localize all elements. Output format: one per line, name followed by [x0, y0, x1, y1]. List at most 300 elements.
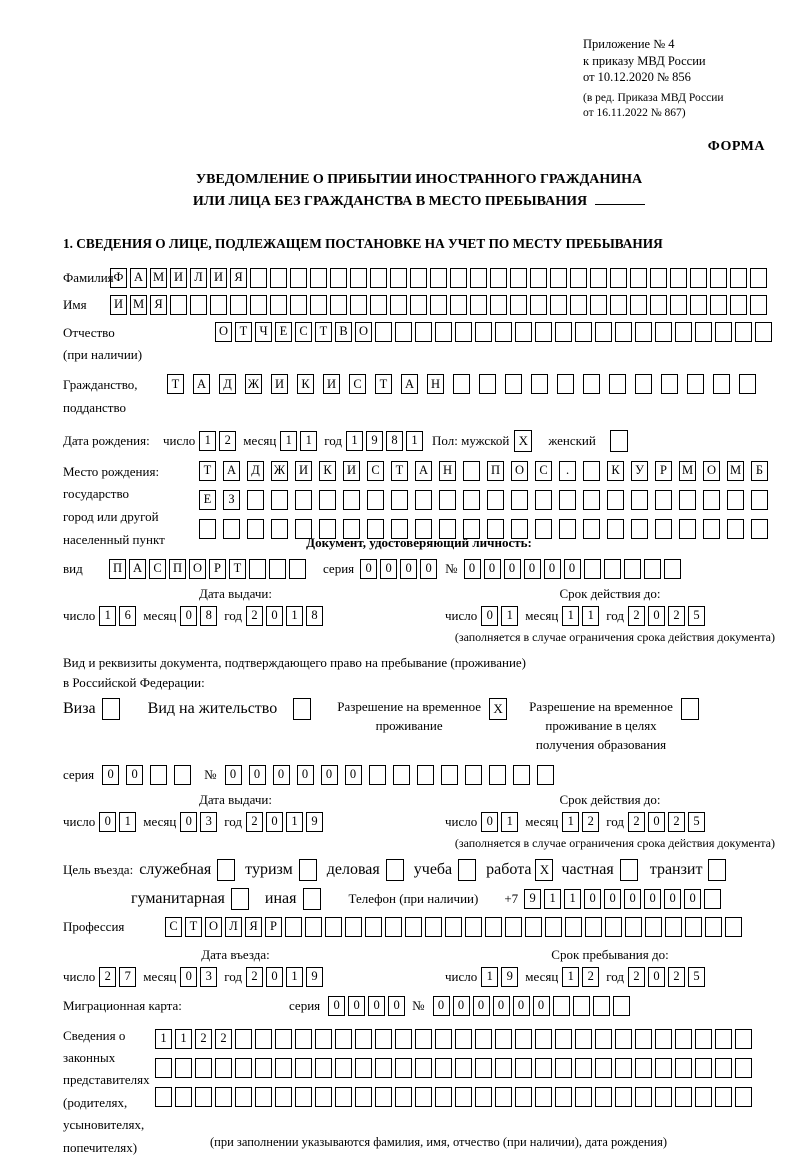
purpose-business-checkbox[interactable] [217, 859, 235, 881]
form-cell[interactable] [479, 374, 496, 394]
form-cell[interactable] [415, 1087, 432, 1107]
form-cell[interactable] [249, 559, 266, 579]
form-cell[interactable]: Т [167, 374, 184, 394]
form-cell[interactable] [593, 996, 610, 1016]
form-cell[interactable] [385, 917, 402, 937]
form-cell[interactable] [450, 268, 467, 288]
form-cell[interactable]: 2 [219, 431, 236, 451]
form-cell[interactable] [495, 322, 512, 342]
form-cell[interactable]: 0 [266, 967, 283, 987]
form-cell[interactable]: 0 [420, 559, 437, 579]
form-cell[interactable]: 5 [688, 812, 705, 832]
form-cell[interactable] [665, 917, 682, 937]
form-cell[interactable]: 1 [564, 889, 581, 909]
form-cell[interactable]: 2 [668, 967, 685, 987]
form-cell[interactable]: О [511, 461, 528, 481]
form-cell[interactable]: С [165, 917, 182, 937]
form-cell[interactable] [289, 559, 306, 579]
form-cell[interactable]: 1 [286, 812, 303, 832]
form-cell[interactable] [555, 1029, 572, 1049]
form-cell[interactable] [330, 295, 347, 315]
form-cell[interactable] [535, 1029, 552, 1049]
form-cell[interactable] [644, 559, 661, 579]
form-cell[interactable] [430, 295, 447, 315]
form-cell[interactable] [513, 765, 530, 785]
form-cell[interactable] [631, 490, 648, 510]
form-cell[interactable] [410, 295, 427, 315]
form-cell[interactable] [679, 490, 696, 510]
form-cell[interactable] [755, 322, 772, 342]
form-cell[interactable] [727, 490, 744, 510]
form-cell[interactable]: 0 [126, 765, 143, 785]
form-cell[interactable] [174, 765, 191, 785]
form-cell[interactable] [515, 322, 532, 342]
form-cell[interactable] [295, 1029, 312, 1049]
form-cell[interactable] [375, 1087, 392, 1107]
form-cell[interactable] [290, 268, 307, 288]
form-cell[interactable] [485, 917, 502, 937]
form-cell[interactable] [585, 917, 602, 937]
form-cell[interactable] [631, 519, 648, 539]
form-cell[interactable]: 3 [200, 967, 217, 987]
form-cell[interactable] [635, 374, 652, 394]
form-cell[interactable] [275, 1029, 292, 1049]
form-cell[interactable] [295, 490, 312, 510]
form-cell[interactable]: 0 [180, 812, 197, 832]
form-cell[interactable] [223, 519, 240, 539]
form-cell[interactable]: 2 [628, 606, 645, 626]
form-cell[interactable] [271, 519, 288, 539]
form-cell[interactable] [650, 295, 667, 315]
title-blank-underline[interactable] [595, 192, 645, 205]
form-cell[interactable] [735, 1029, 752, 1049]
form-cell[interactable]: Л [190, 268, 207, 288]
form-cell[interactable] [510, 268, 527, 288]
form-cell[interactable]: Р [209, 559, 226, 579]
form-cell[interactable]: С [535, 461, 552, 481]
form-cell[interactable] [615, 322, 632, 342]
form-cell[interactable] [455, 322, 472, 342]
form-cell[interactable] [335, 1029, 352, 1049]
form-cell[interactable] [350, 268, 367, 288]
form-cell[interactable] [487, 490, 504, 510]
form-cell[interactable] [367, 490, 384, 510]
form-cell[interactable]: 0 [648, 606, 665, 626]
form-cell[interactable]: И [323, 374, 340, 394]
form-cell[interactable]: 0 [648, 812, 665, 832]
form-cell[interactable] [395, 1029, 412, 1049]
form-cell[interactable] [370, 268, 387, 288]
form-cell[interactable] [675, 322, 692, 342]
form-cell[interactable] [370, 295, 387, 315]
form-cell[interactable] [271, 490, 288, 510]
form-cell[interactable] [545, 917, 562, 937]
form-cell[interactable] [735, 322, 752, 342]
form-cell[interactable] [511, 490, 528, 510]
form-cell[interactable]: 2 [628, 967, 645, 987]
form-cell[interactable]: А [401, 374, 418, 394]
form-cell[interactable] [199, 519, 216, 539]
form-cell[interactable] [655, 519, 672, 539]
form-cell[interactable] [695, 322, 712, 342]
form-cell[interactable]: А [130, 268, 147, 288]
form-cell[interactable]: 8 [200, 606, 217, 626]
form-cell[interactable] [715, 322, 732, 342]
form-cell[interactable]: 0 [644, 889, 661, 909]
form-cell[interactable]: 0 [180, 967, 197, 987]
form-cell[interactable] [355, 1087, 372, 1107]
form-cell[interactable]: 1 [346, 431, 363, 451]
form-cell[interactable]: 0 [464, 559, 481, 579]
form-cell[interactable] [270, 268, 287, 288]
form-cell[interactable] [425, 917, 442, 937]
form-cell[interactable] [343, 490, 360, 510]
form-cell[interactable] [395, 322, 412, 342]
form-cell[interactable] [315, 1058, 332, 1078]
form-cell[interactable]: А [129, 559, 146, 579]
form-cell[interactable]: 1 [562, 812, 579, 832]
form-cell[interactable]: 0 [624, 889, 641, 909]
form-cell[interactable]: Т [315, 322, 332, 342]
form-cell[interactable]: 2 [215, 1029, 232, 1049]
form-cell[interactable] [525, 917, 542, 937]
form-cell[interactable]: 0 [584, 889, 601, 909]
form-cell[interactable] [170, 295, 187, 315]
form-cell[interactable]: 9 [306, 812, 323, 832]
form-cell[interactable] [607, 519, 624, 539]
form-cell[interactable]: 0 [648, 967, 665, 987]
form-cell[interactable]: 1 [501, 606, 518, 626]
form-cell[interactable]: Т [199, 461, 216, 481]
form-cell[interactable] [655, 1087, 672, 1107]
form-cell[interactable]: 0 [225, 765, 242, 785]
form-cell[interactable]: Б [751, 461, 768, 481]
form-cell[interactable] [250, 268, 267, 288]
form-cell[interactable]: 0 [99, 812, 116, 832]
form-cell[interactable]: 1 [175, 1029, 192, 1049]
form-cell[interactable] [455, 1029, 472, 1049]
form-cell[interactable]: Ж [245, 374, 262, 394]
form-cell[interactable]: А [223, 461, 240, 481]
form-cell[interactable] [235, 1029, 252, 1049]
form-cell[interactable]: 0 [564, 559, 581, 579]
form-cell[interactable] [635, 1029, 652, 1049]
form-cell[interactable] [290, 295, 307, 315]
form-cell[interactable] [405, 917, 422, 937]
form-cell[interactable]: Т [391, 461, 408, 481]
form-cell[interactable] [465, 917, 482, 937]
form-cell[interactable]: 2 [99, 967, 116, 987]
form-cell[interactable]: 2 [195, 1029, 212, 1049]
form-cell[interactable] [710, 268, 727, 288]
form-cell[interactable] [210, 295, 227, 315]
form-cell[interactable] [739, 374, 756, 394]
purpose-private-checkbox[interactable] [620, 859, 638, 881]
form-cell[interactable] [515, 1029, 532, 1049]
form-cell[interactable]: 0 [368, 996, 385, 1016]
form-cell[interactable]: М [150, 268, 167, 288]
form-cell[interactable]: Н [427, 374, 444, 394]
form-cell[interactable] [750, 295, 767, 315]
form-cell[interactable] [555, 1087, 572, 1107]
form-cell[interactable]: 0 [180, 606, 197, 626]
form-cell[interactable] [295, 1058, 312, 1078]
form-cell[interactable] [155, 1087, 172, 1107]
form-cell[interactable] [515, 1058, 532, 1078]
form-cell[interactable] [247, 519, 264, 539]
form-cell[interactable]: 0 [380, 559, 397, 579]
form-cell[interactable] [345, 917, 362, 937]
form-cell[interactable] [645, 917, 662, 937]
form-cell[interactable]: 1 [99, 606, 116, 626]
form-cell[interactable] [715, 1087, 732, 1107]
form-cell[interactable] [450, 295, 467, 315]
form-cell[interactable]: Я [230, 268, 247, 288]
form-cell[interactable] [583, 461, 600, 481]
form-cell[interactable] [510, 295, 527, 315]
form-cell[interactable] [570, 295, 587, 315]
form-cell[interactable] [495, 1058, 512, 1078]
form-cell[interactable]: П [109, 559, 126, 579]
form-cell[interactable] [575, 322, 592, 342]
form-cell[interactable]: П [487, 461, 504, 481]
form-cell[interactable] [687, 374, 704, 394]
form-cell[interactable]: 1 [199, 431, 216, 451]
form-cell[interactable]: К [297, 374, 314, 394]
form-cell[interactable] [610, 268, 627, 288]
form-cell[interactable]: 9 [366, 431, 383, 451]
form-cell[interactable] [750, 268, 767, 288]
form-cell[interactable] [335, 1058, 352, 1078]
form-cell[interactable]: А [415, 461, 432, 481]
form-cell[interactable] [247, 490, 264, 510]
form-cell[interactable]: О [215, 322, 232, 342]
form-cell[interactable] [604, 559, 621, 579]
form-cell[interactable]: 0 [524, 559, 541, 579]
form-cell[interactable]: Я [150, 295, 167, 315]
form-cell[interactable]: 0 [473, 996, 490, 1016]
form-cell[interactable]: О [355, 322, 372, 342]
form-cell[interactable]: С [295, 322, 312, 342]
form-cell[interactable]: У [631, 461, 648, 481]
form-cell[interactable]: 1 [300, 431, 317, 451]
form-cell[interactable] [415, 1029, 432, 1049]
form-cell[interactable]: З [223, 490, 240, 510]
form-cell[interactable]: И [343, 461, 360, 481]
form-cell[interactable] [505, 374, 522, 394]
form-cell[interactable] [369, 765, 386, 785]
form-cell[interactable] [150, 765, 167, 785]
form-cell[interactable] [550, 295, 567, 315]
form-cell[interactable] [703, 519, 720, 539]
form-cell[interactable]: 0 [360, 559, 377, 579]
form-cell[interactable]: Ж [271, 461, 288, 481]
form-cell[interactable] [695, 1029, 712, 1049]
form-cell[interactable] [559, 490, 576, 510]
form-cell[interactable] [670, 268, 687, 288]
form-cell[interactable] [715, 1029, 732, 1049]
form-cell[interactable] [505, 917, 522, 937]
visa-checkbox[interactable] [102, 698, 120, 720]
form-cell[interactable] [319, 490, 336, 510]
form-cell[interactable] [330, 268, 347, 288]
form-cell[interactable]: 6 [119, 606, 136, 626]
form-cell[interactable]: 1 [406, 431, 423, 451]
form-cell[interactable] [583, 490, 600, 510]
form-cell[interactable] [453, 374, 470, 394]
form-cell[interactable] [751, 519, 768, 539]
form-cell[interactable] [735, 1087, 752, 1107]
form-cell[interactable] [555, 322, 572, 342]
form-cell[interactable] [685, 917, 702, 937]
form-cell[interactable] [655, 1058, 672, 1078]
form-cell[interactable]: 0 [533, 996, 550, 1016]
form-cell[interactable] [475, 1029, 492, 1049]
form-cell[interactable]: 0 [102, 765, 119, 785]
form-cell[interactable] [615, 1058, 632, 1078]
rvp-checkbox[interactable]: X [489, 698, 507, 720]
form-cell[interactable]: 0 [544, 559, 561, 579]
form-cell[interactable] [530, 295, 547, 315]
form-cell[interactable] [679, 519, 696, 539]
form-cell[interactable]: П [169, 559, 186, 579]
form-cell[interactable]: . [559, 461, 576, 481]
form-cell[interactable]: В [335, 322, 352, 342]
form-cell[interactable]: О [703, 461, 720, 481]
form-cell[interactable] [655, 1029, 672, 1049]
form-cell[interactable]: 1 [582, 606, 599, 626]
form-cell[interactable] [490, 268, 507, 288]
form-cell[interactable]: О [205, 917, 222, 937]
form-cell[interactable] [175, 1058, 192, 1078]
form-cell[interactable] [190, 295, 207, 315]
form-cell[interactable] [515, 1087, 532, 1107]
form-cell[interactable] [664, 559, 681, 579]
form-cell[interactable] [607, 490, 624, 510]
form-cell[interactable] [415, 490, 432, 510]
sex-female-checkbox[interactable] [610, 430, 628, 452]
form-cell[interactable] [609, 374, 626, 394]
form-cell[interactable] [655, 322, 672, 342]
form-cell[interactable]: 0 [664, 889, 681, 909]
form-cell[interactable]: 0 [345, 765, 362, 785]
form-cell[interactable] [575, 1058, 592, 1078]
form-cell[interactable] [215, 1087, 232, 1107]
form-cell[interactable] [695, 1087, 712, 1107]
form-cell[interactable]: 0 [321, 765, 338, 785]
form-cell[interactable]: 2 [668, 812, 685, 832]
form-cell[interactable] [590, 268, 607, 288]
form-cell[interactable]: Т [235, 322, 252, 342]
form-cell[interactable] [630, 295, 647, 315]
form-cell[interactable] [705, 917, 722, 937]
form-cell[interactable]: С [149, 559, 166, 579]
form-cell[interactable] [713, 374, 730, 394]
form-cell[interactable]: 9 [524, 889, 541, 909]
form-cell[interactable]: М [679, 461, 696, 481]
form-cell[interactable]: 2 [582, 812, 599, 832]
form-cell[interactable]: 1 [544, 889, 561, 909]
form-cell[interactable] [475, 1087, 492, 1107]
form-cell[interactable] [595, 1029, 612, 1049]
form-cell[interactable] [305, 917, 322, 937]
form-cell[interactable]: Ч [255, 322, 272, 342]
residence-checkbox[interactable] [293, 698, 311, 720]
form-cell[interactable]: И [170, 268, 187, 288]
form-cell[interactable]: 1 [155, 1029, 172, 1049]
form-cell[interactable]: Т [375, 374, 392, 394]
form-cell[interactable] [535, 490, 552, 510]
form-cell[interactable] [475, 1058, 492, 1078]
form-cell[interactable]: 0 [504, 559, 521, 579]
form-cell[interactable] [390, 295, 407, 315]
form-cell[interactable] [325, 917, 342, 937]
form-cell[interactable] [455, 1087, 472, 1107]
form-cell[interactable]: 2 [246, 812, 263, 832]
form-cell[interactable] [195, 1087, 212, 1107]
form-cell[interactable] [573, 996, 590, 1016]
form-cell[interactable] [570, 268, 587, 288]
form-cell[interactable]: 0 [297, 765, 314, 785]
form-cell[interactable] [605, 917, 622, 937]
form-cell[interactable] [315, 1029, 332, 1049]
form-cell[interactable] [445, 917, 462, 937]
form-cell[interactable] [535, 322, 552, 342]
form-cell[interactable] [463, 490, 480, 510]
form-cell[interactable] [395, 1087, 412, 1107]
purpose-transit-checkbox[interactable] [708, 859, 726, 881]
form-cell[interactable]: Ф [110, 268, 127, 288]
form-cell[interactable]: Н [439, 461, 456, 481]
form-cell[interactable] [583, 374, 600, 394]
form-cell[interactable] [557, 374, 574, 394]
form-cell[interactable] [295, 1087, 312, 1107]
form-cell[interactable] [559, 519, 576, 539]
form-cell[interactable]: 1 [280, 431, 297, 451]
form-cell[interactable] [441, 765, 458, 785]
form-cell[interactable] [435, 1058, 452, 1078]
form-cell[interactable]: 1 [119, 812, 136, 832]
form-cell[interactable] [537, 765, 554, 785]
form-cell[interactable]: 2 [668, 606, 685, 626]
form-cell[interactable]: 0 [453, 996, 470, 1016]
form-cell[interactable]: 1 [562, 606, 579, 626]
form-cell[interactable] [635, 322, 652, 342]
form-cell[interactable] [575, 1087, 592, 1107]
form-cell[interactable] [315, 1087, 332, 1107]
form-cell[interactable] [630, 268, 647, 288]
form-cell[interactable] [439, 490, 456, 510]
form-cell[interactable]: 1 [286, 606, 303, 626]
form-cell[interactable]: И [110, 295, 127, 315]
purpose-work-checkbox[interactable]: X [535, 859, 553, 881]
form-cell[interactable] [615, 1029, 632, 1049]
form-cell[interactable] [703, 490, 720, 510]
form-cell[interactable] [624, 559, 641, 579]
form-cell[interactable]: 0 [484, 559, 501, 579]
form-cell[interactable] [335, 1087, 352, 1107]
form-cell[interactable] [584, 559, 601, 579]
form-cell[interactable] [435, 1029, 452, 1049]
form-cell[interactable] [531, 374, 548, 394]
form-cell[interactable]: 5 [688, 967, 705, 987]
form-cell[interactable]: 7 [119, 967, 136, 987]
form-cell[interactable] [390, 268, 407, 288]
purpose-tourism-checkbox[interactable] [299, 859, 317, 881]
form-cell[interactable] [470, 268, 487, 288]
form-cell[interactable] [215, 1058, 232, 1078]
form-cell[interactable] [595, 1087, 612, 1107]
